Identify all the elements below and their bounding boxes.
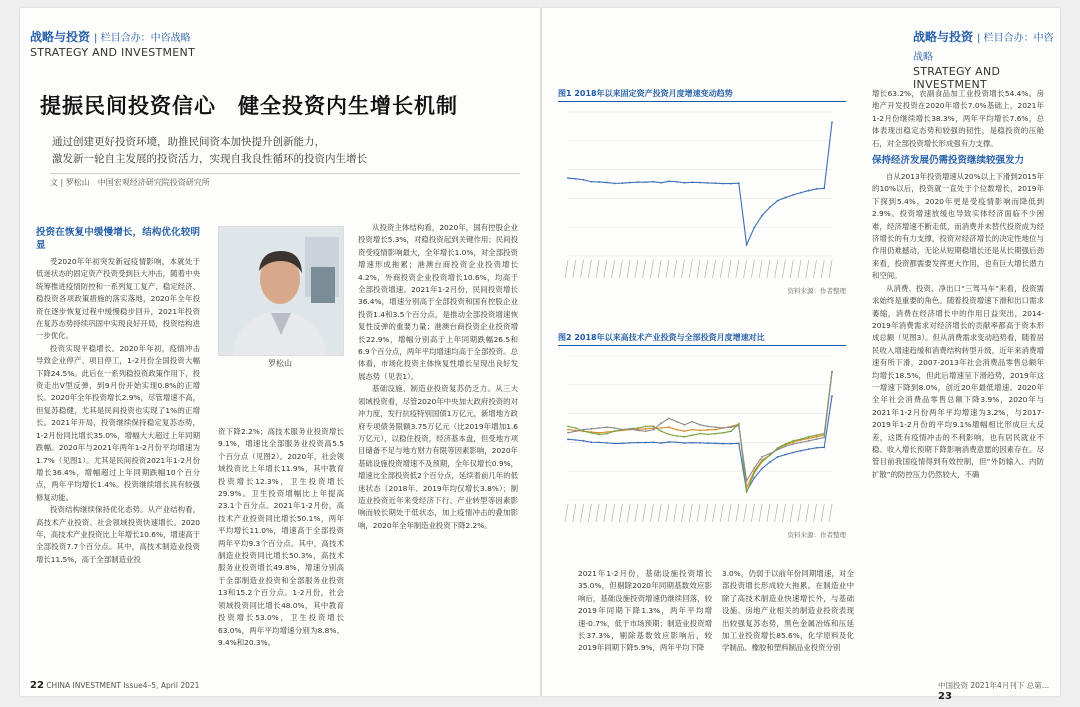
x-tick: [720, 504, 723, 522]
chart-1: [558, 88, 846, 295]
data-point: [676, 181, 678, 183]
data-point: [707, 434, 709, 436]
data-point: [808, 190, 810, 192]
data-point: [606, 426, 608, 428]
data-point: [816, 436, 818, 438]
x-tick: [759, 260, 762, 278]
paragraph: 2021年1-2月份，基础设施投资增长35.0%，但剔除2020年同期基数效应影响后，基础设施投资增速仍继续回落，较2019年同期下降1.3%，两年平均增速-0.7%，低于市场预期；制造业投资增长37.3%，剔除基数效应影响后，较2019年同期下降5.9%，两年平均下降: [578, 569, 712, 653]
x-tick: [829, 504, 832, 522]
paragraph: 资下降2.2%；高技术服务业投资增长9.1%，增速比全部服务业投资高5.5个百分点（见图2）。2020年，社会领域投资比上年增长11.9%，其中教育投资增长12.3%，卫生投资增长29.9%。卫生投资增幅比上年提高23.1个百分点。2021年1-2月份，高技术产业投资同比增长50.1%，两年平均增长11.0%，增速高于全部投资两年平均9.3个百分点。其中，高技术制造业投资同比增长50.3%，高技术服务业投资增长49.8%，增速分别高于全部制造业投资和全部服务业投资13和15.2个百分点。1-2月份，社会领域投资同比增长48.0%，其中教育投资增长53.0%，卫生投资增长63.0%，两年平均增速分别为8.8%、9.4%和20.3%。: [218, 427, 344, 647]
paragraph: 3.0%，仍弱于以前年份同期增速，对全部投资增长形成较大拖累。在制造业中除了高技术制造业快速增长外，与基础设施、房地产业相关的制造业投资表现出较强复苏态势，黑色金属冶炼和压延加工业投资增长85.6%，化学原料及化学制品、橡胶和塑料制品业投资分别: [722, 569, 854, 653]
lead-line: 通过创建更好投资环境，助推民间资本加快提升创新能力，: [52, 136, 325, 148]
column-name: | 栏目合办：中咨战略: [94, 33, 191, 44]
section-name: 战略与投资: [913, 30, 974, 44]
data-point: [606, 433, 608, 435]
x-tick: [627, 504, 630, 522]
x-tick: [588, 260, 591, 278]
data-point: [621, 429, 623, 431]
data-point: [777, 456, 779, 458]
data-point: [598, 432, 600, 434]
data-point: [785, 443, 787, 445]
data-point: [722, 443, 724, 445]
data-point: [699, 442, 701, 444]
chart-source: 资料来源：作者整理: [787, 287, 846, 295]
data-point: [831, 395, 833, 397]
x-tick: [767, 260, 770, 278]
x-tick: [705, 260, 708, 278]
x-tick: [596, 504, 599, 522]
data-point: [606, 431, 608, 433]
data-point: [660, 422, 662, 424]
x-tick: [775, 260, 778, 278]
data-point: [761, 468, 763, 470]
data-point: [761, 215, 763, 217]
x-tick: [643, 504, 646, 522]
data-point: [722, 183, 724, 185]
series-line: [568, 372, 832, 480]
paragraph: 增长63.2%，农副食品加工业投资增长54.4%。房地产开发投资在2020年增长7.0%基础上，2021年1-2月份继续增长38.3%，两年平均增长7.6%，总体表现出稳定态势和较强的韧性，是稳投资的压舱石，对全部投资增长形成强有力支撑。: [872, 89, 1044, 148]
data-point: [629, 428, 631, 430]
chart-title: 图1 2018年以来固定资产投资月度增速变动趋势: [558, 88, 846, 102]
data-point: [668, 418, 670, 420]
x-tick: [813, 260, 816, 278]
section-heading: 保持经济发展仍需投资继续较强发力: [872, 155, 1025, 167]
column-2: [218, 426, 344, 674]
data-point: [707, 182, 709, 184]
x-tick: [581, 260, 584, 278]
data-point: [808, 440, 810, 442]
data-point: [792, 443, 794, 445]
data-point: [699, 424, 701, 426]
data-point: [691, 429, 693, 431]
x-tick: [829, 260, 832, 278]
data-point: [800, 450, 802, 452]
x-tick: [728, 504, 731, 522]
x-tick: [697, 504, 700, 522]
x-tick: [697, 260, 700, 278]
data-point: [637, 430, 639, 432]
x-tick: [798, 504, 801, 522]
data-point: [575, 178, 577, 180]
data-point: [753, 227, 755, 229]
paragraph: 投资结构继续保持优化态势。从产业结构看，高技术产业投资、社会领域投资快速增长。2020年，高技术产业投资比上年增长10.6%，增速高于全部投资7.7个百分点。其中，高技术制造业投资增长11.5%，高于全部制造业投: [36, 505, 200, 564]
data-point: [668, 180, 670, 182]
data-point: [823, 437, 825, 439]
data-point: [753, 472, 755, 474]
magazine-name: 中国投资: [938, 681, 968, 690]
data-point: [769, 206, 771, 208]
data-point: [668, 441, 670, 443]
x-tick: [666, 504, 669, 522]
data-point: [629, 442, 631, 444]
data-point: [715, 182, 717, 184]
data-point: [707, 426, 709, 428]
x-tick: [596, 260, 599, 278]
x-tick: [821, 260, 824, 278]
data-point: [800, 192, 802, 194]
right-footer: [938, 680, 1060, 702]
x-tick: [635, 260, 638, 278]
left-footer: [30, 680, 199, 691]
data-point: [660, 182, 662, 184]
bottom-column-1: [578, 568, 712, 676]
x-tick: [619, 504, 622, 522]
data-point: [668, 434, 670, 436]
data-point: [769, 461, 771, 463]
page-number: 23: [938, 691, 952, 702]
data-point: [575, 427, 577, 429]
section-english: STRATEGY AND INVESTMENT: [30, 46, 196, 59]
x-tick: [775, 504, 778, 522]
paragraph: 基础设施、制造业投资复苏仍乏力。从三大领域投资看，尽管2020年中央加大政府投资的对冲力度，发行抗疫特别国债1万亿元，新增地方政府专项债务限额3.75万亿元（比2019年增加1.6万亿元），以稳住投资，经济基本盘，但受地方项目储备不足与地方财力有限等因素影响，2020年基础设施投资增速不及预期，全年仅增长0.9%，增速比全部投资低2个百分点，延续着前几年的低迷状态（2018年、2019年均仅增长3.8%）；制造业投资近年来受经济下行、产业转型等因素影响而较长期处于低状态，加上疫情冲击的叠加影响，2020年全年制造业投资下降2.2%。: [358, 384, 518, 530]
data-point: [730, 183, 732, 185]
data-point: [699, 182, 701, 184]
data-point: [567, 177, 569, 179]
data-point: [660, 442, 662, 444]
data-point: [738, 182, 740, 184]
column-1: [36, 222, 200, 674]
bottom-column-2: [722, 568, 854, 676]
data-point: [567, 429, 569, 431]
right-page: [542, 8, 1060, 702]
data-point: [707, 429, 709, 431]
issue-info: 2021年4月刊下 总第…: [970, 681, 1050, 690]
data-point: [777, 449, 779, 451]
data-point: [583, 440, 585, 442]
x-tick: [612, 260, 615, 278]
x-tick: [790, 504, 793, 522]
x-tick: [759, 504, 762, 522]
left-header: [30, 26, 195, 59]
data-point: [699, 433, 701, 435]
data-point: [629, 182, 631, 184]
data-point: [598, 181, 600, 183]
x-tick: [790, 260, 793, 278]
data-point: [792, 452, 794, 454]
data-point: [575, 439, 577, 441]
data-point: [831, 371, 833, 373]
right-column: [872, 88, 1044, 676]
data-point: [684, 182, 686, 184]
x-tick: [588, 504, 591, 522]
data-point: [660, 430, 662, 432]
data-point: [668, 426, 670, 428]
article-title: 提振民间投资信心 健全投资内生增长机制: [40, 93, 458, 118]
byline: 文 | 罗松山 中国宏观经济研究院投资研究所: [50, 173, 520, 188]
x-tick: [689, 504, 692, 522]
data-point: [816, 447, 818, 449]
data-point: [785, 197, 787, 199]
data-point: [621, 442, 623, 444]
data-point: [707, 442, 709, 444]
data-point: [575, 430, 577, 432]
page-number: 22: [30, 680, 44, 691]
data-point: [653, 441, 655, 443]
data-point: [746, 244, 748, 246]
data-point: [800, 438, 802, 440]
x-tick: [650, 260, 653, 278]
data-point: [777, 200, 779, 202]
data-point: [567, 438, 569, 440]
data-point: [598, 442, 600, 444]
data-point: [645, 181, 647, 183]
x-tick: [736, 260, 739, 278]
data-point: [691, 181, 693, 183]
section-english: STRATEGY AND INVESTMENT: [913, 65, 1001, 91]
data-point: [769, 453, 771, 455]
data-point: [684, 436, 686, 438]
x-tick: [821, 504, 824, 522]
paragraph: 自从2013年投资增速从20%以上下滑到2015年的10%以后，投资就一直处于个位数增长，2019年下探到5.4%，2020年更是受疫情影响而降低到2.9%。投资增速放缓也导致实体经济面临不少困难，经济增速不断走低，而消费并未替代投资成为经济增长的有力支撑，投资对经济增长的决定性地位与作用仍难撼动，无论从短期稳增长还是从长期强后劲来看，投资都需要发挥更大作用，也有巨大增长潜力和空间。: [872, 172, 1044, 281]
x-tick: [751, 504, 754, 522]
chart-title: 图2 2018年以来高技术产业投资与全部投资月度增速对比: [558, 332, 846, 346]
data-point: [637, 181, 639, 183]
x-tick: [643, 260, 646, 278]
data-point: [614, 443, 616, 445]
data-point: [746, 491, 748, 493]
data-point: [800, 442, 802, 444]
x-tick: [767, 504, 770, 522]
x-tick: [627, 260, 630, 278]
data-point: [816, 188, 818, 190]
x-tick: [658, 260, 661, 278]
data-point: [598, 427, 600, 429]
data-point: [637, 442, 639, 444]
data-point: [816, 438, 818, 440]
data-point: [637, 427, 639, 429]
x-tick: [806, 504, 809, 522]
x-tick: [689, 260, 692, 278]
data-point: [730, 426, 732, 428]
data-point: [753, 477, 755, 479]
data-point: [769, 454, 771, 456]
left-page: [20, 8, 540, 696]
data-point: [715, 442, 717, 444]
data-point: [583, 179, 585, 181]
data-point: [653, 425, 655, 427]
data-point: [653, 181, 655, 183]
x-tick: [650, 504, 653, 522]
x-tick: [681, 504, 684, 522]
x-tick: [782, 504, 785, 522]
data-point: [676, 441, 678, 443]
x-tick: [573, 504, 576, 522]
data-point: [590, 181, 592, 183]
x-tick: [744, 260, 747, 278]
x-tick: [782, 260, 785, 278]
data-point: [715, 429, 717, 431]
data-point: [645, 426, 647, 428]
column-3: [358, 222, 518, 674]
right-header: [913, 26, 1060, 91]
x-tick: [674, 260, 677, 278]
data-point: [660, 427, 662, 429]
data-point: [676, 421, 678, 423]
data-point: [606, 442, 608, 444]
paragraph: 从消费、投资、净出口“三驾马车”来看，投资需求始终是重要的角色。随着投资增速下滑和出口需求萎缩，消费在经济增长中的作用日益突出，2014-2019年消费需求对经济增长的贡献率都高于资本形成总额（见图3）。但从消费需求变动趋势看，随着居民收入增速趋缓和消费结构转型升级，近年来消费增速有所下滑，2007-2013年社会消费品零售总额年均增长18.5%，但此后增速呈下滑趋势，2019年这一增速下降到8.0%，创近20年最低增速。2020年全年社会消费品零售总额下降3.9%，2020年与2021年1-2月份两年平均增速为3.2%，与2017-2019年1-2月份的平均9.1%增幅相比形成巨大反差，这既有疫情冲击的不利影响，也有居民就业不稳、收入增长预期下降影响消费意愿的因素存在。尽管目前我国疫情得到有效控制，但“外防输入、内防扩散”的防控压力仍然较大，不确: [872, 283, 1044, 479]
data-point: [621, 182, 623, 184]
data-point: [738, 423, 740, 425]
x-tick: [658, 504, 661, 522]
data-point: [715, 426, 717, 428]
chart-source: 资料来源：作者整理: [787, 531, 846, 539]
data-point: [614, 182, 616, 184]
data-point: [746, 480, 748, 482]
data-point: [684, 424, 686, 426]
data-point: [761, 456, 763, 458]
chart-1-plot: [558, 102, 846, 282]
author-photo: [218, 226, 344, 356]
data-point: [676, 435, 678, 437]
data-point: [831, 121, 833, 123]
data-point: [808, 438, 810, 440]
x-tick: [581, 504, 584, 522]
chart-2-plot: [558, 346, 846, 526]
photo-caption: 罗松山: [268, 359, 292, 368]
x-tick: [619, 260, 622, 278]
data-point: [691, 434, 693, 436]
data-point: [761, 461, 763, 463]
data-point: [691, 442, 693, 444]
x-tick: [604, 260, 607, 278]
x-tick: [635, 504, 638, 522]
data-point: [715, 433, 717, 435]
x-tick: [666, 260, 669, 278]
x-tick: [612, 504, 615, 522]
x-tick: [751, 260, 754, 278]
data-point: [785, 454, 787, 456]
data-point: [753, 467, 755, 469]
data-point: [738, 425, 740, 427]
x-tick: [565, 260, 568, 278]
paragraph: 投资实现平稳增长。2020年年初，疫情冲击导致企业停产、项目停工，1-2月份全国投资大幅下降24.5%。此后在一系列稳投资政策作用下，投资走出V型反弹，到9月份开始实现0.8%的正增长。2020年全年投资增长2.9%，尽管增速不高，但复苏稳健，尤其是民间投资也实现了1%的正增长。2021年开局，投资继续保持稳定复苏态势，1-2月份同比增长35.0%，增幅大大超过上年同期跌幅。2020年与2021年两年1-2月份平均增速为1.7%（见图1）。尤其是民间投资2021年1-2月份增长36.4%，增幅超过上年同期跌幅10个百分点，两年平均增长1.4%。投资继续增长具有较强修复动能。: [36, 343, 200, 502]
section-heading: 投资在恢复中缓慢增长，结构优化较明显: [36, 227, 200, 251]
paragraph: 从投资主体结构看，2020年，国有控股企业投资增长5.3%，对稳投资起到关键作用；民间投资受疫情影响最大，全年增长1.0%，对全部投资增速形成拖累；港澳台商投资企业投资增长4.2%，外商投资企业投资增长10.6%，均高于全部投资增速。2021年1-2月份，民间投资增长36.4%，增速分别高于全部投资和国有控股企业投资1.4和3.5个百分点，是推动全部投资增速恢复性反弹的重要力量；港澳台商投资企业投资增长22.9%，增幅分别高于上年同期跌幅26.5和6.9个百分点，两年平均增速均高于全部投资。总体看，市场化投资主体恢复性增长呈现出良好发展态势（见表1）。: [358, 223, 518, 381]
x-tick: [736, 504, 739, 522]
data-point: [816, 434, 818, 436]
data-point: [777, 447, 779, 449]
data-point: [645, 442, 647, 444]
data-point: [808, 436, 810, 438]
data-point: [614, 427, 616, 429]
data-point: [792, 442, 794, 444]
x-tick: [806, 260, 809, 278]
magazine-name: CHINA INVESTMENT: [46, 681, 121, 690]
x-tick: [713, 260, 716, 278]
data-point: [823, 446, 825, 448]
article-lead: [52, 134, 367, 168]
column-name: | 栏目合办：中咨战略: [913, 33, 1054, 63]
paragraph: 受2020年年初突发新冠疫情影响，本就处于低迷状态的固定资产投资受到巨大冲击，随着中央统筹推进疫情防控和一系列复工复产、稳定经济、稳投资各项政策措施的落实落地，2020年全年投资在逐步恢复过程中缓慢稳步回升，2021年投资在复苏态势持续巩固中实现良好开局，投资结构进一步优化。: [36, 257, 200, 341]
data-point: [606, 182, 608, 184]
section-name: 战略与投资: [30, 30, 91, 44]
data-point: [583, 430, 585, 432]
data-point: [653, 429, 655, 431]
x-tick: [681, 260, 684, 278]
data-point: [583, 429, 585, 431]
x-tick: [713, 504, 716, 522]
x-tick: [573, 260, 576, 278]
data-point: [808, 448, 810, 450]
lead-line: 激发新一轮自主发展的投资活力，实现自我良性循环的投资内生增长: [52, 153, 367, 165]
data-point: [684, 430, 686, 432]
data-point: [567, 426, 569, 428]
data-point: [785, 446, 787, 448]
data-point: [722, 427, 724, 429]
x-tick: [705, 504, 708, 522]
data-point: [676, 429, 678, 431]
x-tick: [728, 260, 731, 278]
x-tick: [604, 504, 607, 522]
x-tick: [813, 504, 816, 522]
x-tick: [798, 260, 801, 278]
data-point: [645, 428, 647, 430]
data-point: [722, 432, 724, 434]
data-point: [730, 430, 732, 432]
data-point: [699, 430, 701, 432]
data-point: [598, 434, 600, 436]
data-point: [590, 441, 592, 443]
data-point: [738, 442, 740, 444]
x-tick: [565, 504, 568, 522]
data-point: [590, 432, 592, 434]
issue-info: Issue4–5, April 2021: [123, 681, 200, 690]
data-point: [567, 432, 569, 434]
x-tick: [744, 504, 747, 522]
data-point: [823, 187, 825, 189]
data-point: [645, 430, 647, 432]
x-tick: [674, 504, 677, 522]
data-point: [691, 421, 693, 423]
data-point: [684, 442, 686, 444]
data-point: [590, 428, 592, 430]
data-point: [614, 430, 616, 432]
data-point: [792, 194, 794, 196]
data-point: [792, 440, 794, 442]
chart-2: [558, 332, 846, 539]
x-tick: [720, 260, 723, 278]
data-point: [730, 443, 732, 445]
